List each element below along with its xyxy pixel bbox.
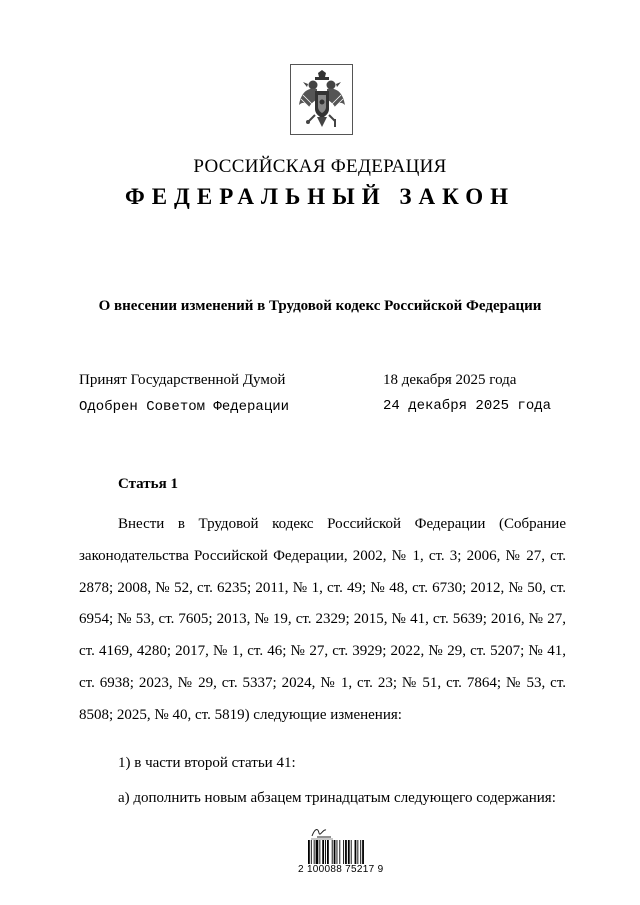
document-type: ФЕДЕРАЛЬНЫЙ ЗАКОН [124, 184, 516, 209]
country-name: РОССИЙСКАЯ ФЕДЕРАЦИЯ [193, 156, 447, 177]
council-label: Одобрен Советом Федерации [79, 399, 290, 415]
barcode-number: 2 100088 75217 9 [298, 864, 384, 875]
signature-mark-icon [309, 824, 335, 840]
list-item: а) дополнить новым абзацем тринадцатым следующего содержания: [118, 790, 556, 806]
duma-label: Принят Государственной Думой [79, 372, 286, 388]
law-title: О внесении изменений в Трудовой кодекс Российской Федерации [98, 298, 542, 314]
council-date: 24 декабря 2025 года [383, 398, 552, 414]
emblem-frame [290, 64, 353, 135]
article-heading: Статья 1 [118, 476, 178, 492]
article-paragraph: Внести в Трудовой кодекс Российской Федерации (Собрание законодательства Российской Федерации, 2002, № 1, ст. 3; 2006, № 27, ст. 2878; 2008, № 52, ст. 6235; 2011, № 1, ст. 49; № 48, ст. 6730; 2012, № 50, ст. 6954; № 53, ст. 7605; 2013, № 19, ст. 2329; 2015, № 41, ст. 5639; 2016, № 27, ст. 4169, 4280; 2017, № 1, ст. 46; № 27, ст. 3929; 2022, № 29, ст. 5207; № 41, ст. 6938; 2023, № 29, ст. 5337; 2024, № 1, ст. 23; № 51, ст. 7864; № 53, ст. 8508; 2025, № 40, ст. 5819) следующие изменения: [79, 516, 566, 723]
duma-date: 18 декабря 2025 года [383, 372, 517, 388]
coat-of-arms-icon [297, 69, 347, 131]
barcode-icon [308, 840, 374, 864]
list-item: 1) в части второй статьи 41: [118, 755, 296, 771]
